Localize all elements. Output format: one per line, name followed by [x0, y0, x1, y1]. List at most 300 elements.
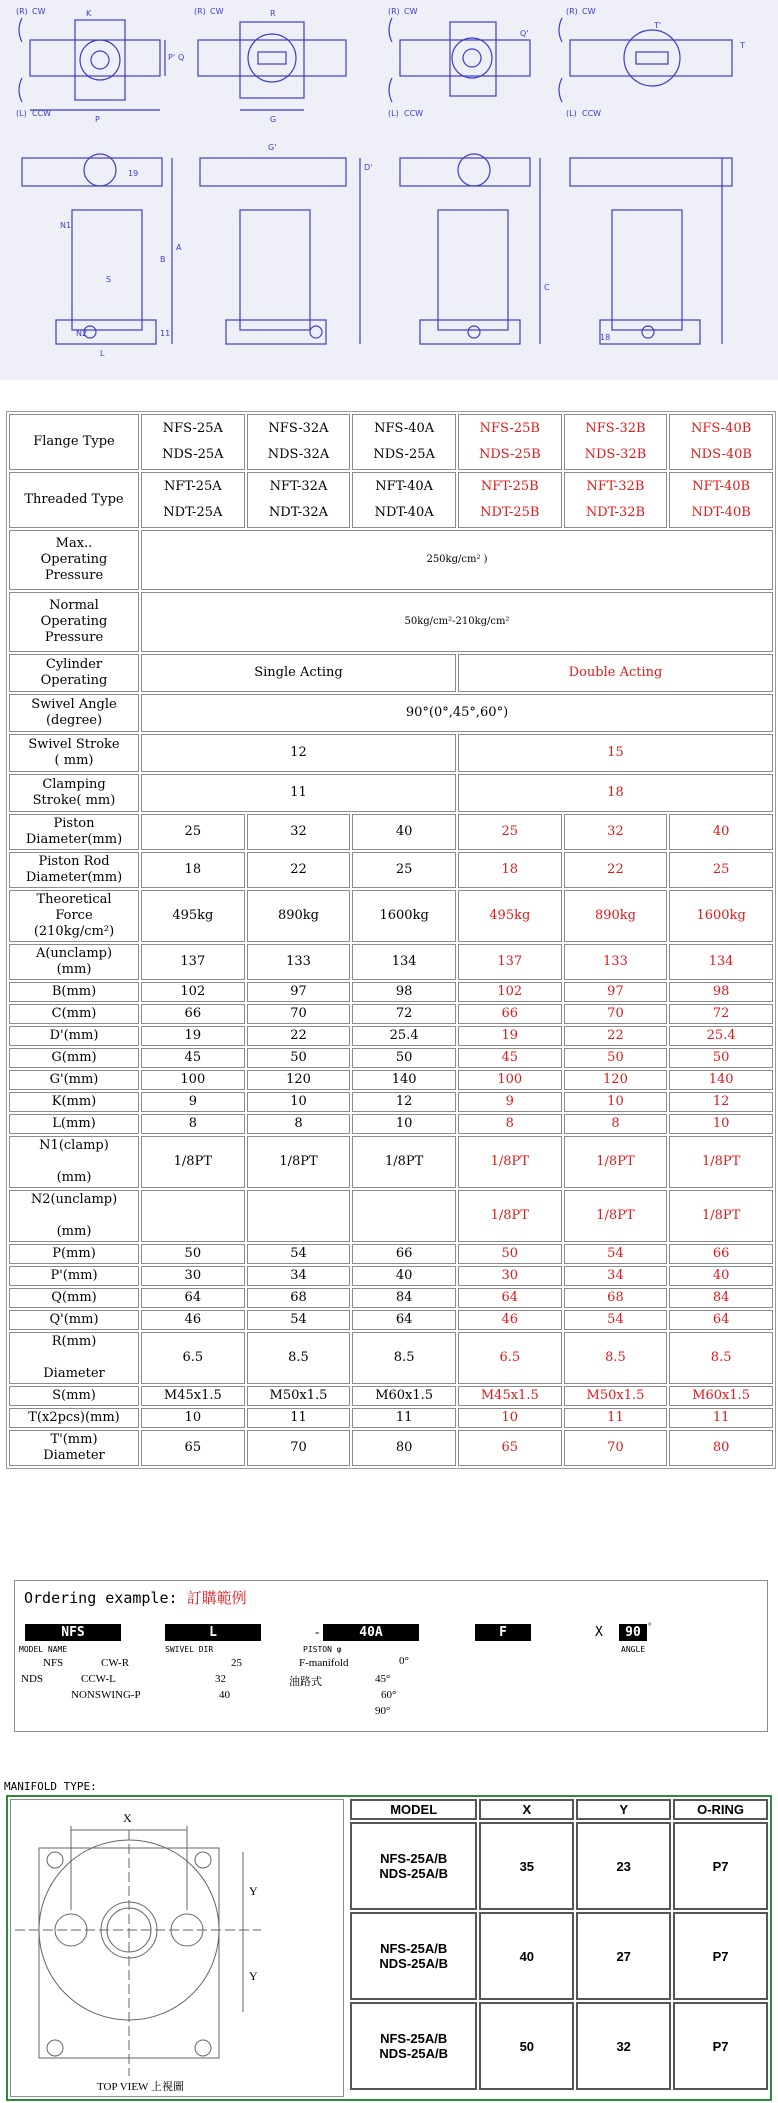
spec-value-cell: 890kg — [247, 890, 351, 942]
spec-value-cell: 133 — [247, 944, 351, 980]
spec-value-cell: 6.5 — [458, 1332, 562, 1384]
spec-value-cell: 64 — [458, 1288, 562, 1308]
spec-body — [9, 414, 773, 1466]
spec-value-cell: 68 — [564, 1288, 668, 1308]
dim-n1: N1 — [60, 221, 72, 230]
spec-value-cell: 70 — [247, 1430, 351, 1466]
spec-value-cell: 8 — [141, 1114, 245, 1134]
spec-value-cell: 6.5 — [141, 1332, 245, 1384]
manifold-model: NFS-25A/B NDS-25A/B — [350, 2002, 477, 2090]
threaded-type-row — [9, 472, 773, 528]
spec-value-cell: 65 — [141, 1430, 245, 1466]
spec-value-cell — [247, 1190, 351, 1242]
flange-cell: NFS-25A NDS-25A — [141, 414, 245, 470]
spec-value-cell: 10 — [564, 1092, 668, 1112]
manifold-block: F — [475, 1624, 531, 1641]
spec-value-cell: 9 — [141, 1092, 245, 1112]
opt-cw: CW-R — [101, 1657, 130, 1669]
spec-value-cell: 45 — [458, 1048, 562, 1068]
spec-row-label: C(mm) — [9, 1004, 139, 1024]
model-block: NFS — [25, 1624, 121, 1641]
rot-label-cw-3: CW — [404, 7, 418, 16]
spec-table — [7, 412, 775, 1468]
header-oring: O-RING — [673, 1799, 768, 1820]
spec-value-cell: 10 — [141, 1408, 245, 1428]
spec-value-cell: 10 — [352, 1114, 456, 1134]
spec-value-cell: 8.5 — [247, 1332, 351, 1384]
opt-90deg: 90° — [375, 1705, 391, 1717]
clamping-stroke-row — [9, 774, 773, 812]
top-view-caption: TOP VIEW 上視圖 — [97, 2081, 184, 2093]
manifold-table — [348, 1797, 770, 2092]
rot-label-r-4: (R) — [566, 7, 578, 16]
flange-type-row — [9, 414, 773, 470]
spec-value-cell: 12 — [352, 1092, 456, 1112]
dim-g: G — [270, 115, 277, 124]
dim-11: 11 — [160, 329, 171, 338]
spec-row-label: K(mm) — [9, 1092, 139, 1112]
threaded-cell: NFT-32A NDT-32A — [247, 472, 351, 528]
clamping-stroke-label: Clamping Stroke( mm) — [9, 774, 139, 812]
opt-nds: NDS — [21, 1673, 44, 1685]
spec-value-cell: 10 — [458, 1408, 562, 1428]
spec-value-cell: 10 — [247, 1092, 351, 1112]
spec-value-cell: 72 — [669, 1004, 773, 1024]
spec-value-cell: 40 — [669, 814, 773, 850]
spec-value-cell: 84 — [352, 1288, 456, 1308]
spec-value-cell: 45 — [141, 1048, 245, 1068]
spec-row-label: N2(unclamp) (mm) — [9, 1190, 139, 1242]
spec-value-cell: 98 — [669, 982, 773, 1002]
dim-g-prime: G' — [268, 143, 277, 152]
spec-value-cell: 65 — [458, 1430, 562, 1466]
flange-type-label: Flange Type — [9, 414, 139, 470]
spec-value-cell: 68 — [247, 1288, 351, 1308]
manifold-drawing — [10, 1799, 344, 2097]
spec-row-label: G(mm) — [9, 1048, 139, 1068]
clamping-stroke-single: 11 — [141, 774, 456, 812]
spec-row — [9, 1092, 773, 1112]
manifold-y: 32 — [576, 2002, 671, 2090]
spec-value-cell: 80 — [352, 1430, 456, 1466]
spec-value-cell: 54 — [247, 1244, 351, 1264]
spec-value-cell: 70 — [247, 1004, 351, 1024]
normal-pressure-label: Normal Operating Pressure — [9, 592, 139, 652]
spec-row — [9, 1430, 773, 1466]
header-y: Y — [576, 1799, 671, 1820]
spec-row-label: Piston Diameter(mm) — [9, 814, 139, 850]
spec-row — [9, 1048, 773, 1068]
dim-b: B — [160, 255, 166, 264]
opt-40: 40 — [219, 1689, 230, 1701]
ordering-title: Ordering example: 訂購範例 — [24, 1589, 247, 1607]
rot-label-cw-4: CW — [582, 7, 596, 16]
spec-value-cell: 890kg — [564, 890, 668, 942]
spec-value-cell: 1/8PT — [247, 1136, 351, 1188]
spec-value-cell: 11 — [564, 1408, 668, 1428]
dim-n2: N2 — [76, 329, 88, 338]
swivel-stroke-row — [9, 734, 773, 772]
rot-label-l: (L) — [16, 109, 27, 118]
angle-degree: ° — [648, 1621, 652, 1631]
spec-value-cell: 22 — [247, 852, 351, 888]
spec-row — [9, 1026, 773, 1046]
spec-value-cell: 18 — [141, 852, 245, 888]
spec-value-cell: 1600kg — [669, 890, 773, 942]
spec-value-cell: 40 — [669, 1266, 773, 1286]
piston-block: 40A — [323, 1624, 419, 1641]
manifold-oring: P7 — [673, 2002, 768, 2090]
rot-label-ccw-3: CCW — [404, 109, 424, 118]
spec-value-cell: 98 — [352, 982, 456, 1002]
spec-value-cell: 66 — [669, 1244, 773, 1264]
opt-25: 25 — [231, 1657, 242, 1669]
spec-value-cell: 66 — [141, 1004, 245, 1024]
header-model: MODEL — [350, 1799, 477, 1820]
ordering-example — [14, 1580, 768, 1732]
opt-45deg: 45° — [375, 1673, 391, 1685]
opt-nfs: NFS — [43, 1657, 64, 1669]
manifold-x: 40 — [479, 1912, 574, 2000]
spec-value-cell: 11 — [247, 1408, 351, 1428]
normal-pressure-value: 50kg/cm²-210kg/cm² — [141, 592, 773, 652]
dim-q: Q — [178, 53, 185, 62]
flange-cell: NFS-25B NDS-25B — [458, 414, 562, 470]
spec-value-cell: 25.4 — [352, 1026, 456, 1046]
spec-value-cell: 102 — [458, 982, 562, 1002]
max-pressure-label: Max.. Operating Pressure — [9, 530, 139, 590]
spec-row — [9, 1408, 773, 1428]
spec-value-cell: 137 — [141, 944, 245, 980]
manifold-type-label: MANIFOLD TYPE: — [4, 1780, 97, 1793]
spec-value-cell: 137 — [458, 944, 562, 980]
opt-0deg: 0° — [399, 1655, 409, 1667]
spec-row — [9, 1004, 773, 1024]
spec-value-cell: 34 — [247, 1266, 351, 1286]
manifold-top-view — [11, 1800, 341, 2094]
opt-oil-route: 油路式 — [289, 1676, 322, 1688]
spec-row — [9, 1310, 773, 1330]
spec-value-cell: 50 — [458, 1244, 562, 1264]
spec-value-cell: 25 — [141, 814, 245, 850]
spec-value-cell: 495kg — [458, 890, 562, 942]
spec-value-cell: 32 — [564, 814, 668, 850]
manifold-y-dim: Y — [249, 1884, 258, 1898]
spec-row — [9, 814, 773, 850]
spec-value-cell: 8 — [564, 1114, 668, 1134]
spec-value-cell: 64 — [352, 1310, 456, 1330]
rot-label-r-3: (R) — [388, 7, 400, 16]
spec-value-cell: 8.5 — [669, 1332, 773, 1384]
caption-model: MODEL NAME — [19, 1645, 68, 1654]
spec-value-cell: M60x1.5 — [669, 1386, 773, 1406]
threaded-cell: NFT-25B NDT-25B — [458, 472, 562, 528]
spec-value-cell: 25 — [458, 814, 562, 850]
spec-value-cell: 22 — [564, 1026, 668, 1046]
spec-value-cell: 1/8PT — [564, 1190, 668, 1242]
spec-value-cell: 32 — [247, 814, 351, 850]
caption-piston: PISTON φ — [303, 1645, 342, 1654]
double-acting: Double Acting — [458, 654, 773, 692]
spec-row-label: L(mm) — [9, 1114, 139, 1134]
dim-q-prime: Q' — [520, 29, 529, 38]
spec-row — [9, 1288, 773, 1308]
spec-table-container — [6, 411, 776, 1469]
swivel-stroke-label: Swivel Stroke ( mm) — [9, 734, 139, 772]
spec-row — [9, 1386, 773, 1406]
spec-value-cell: 70 — [564, 1004, 668, 1024]
manifold-y: 27 — [576, 1912, 671, 2000]
manifold-y: 23 — [576, 1822, 671, 1910]
spec-value-cell: 50 — [247, 1048, 351, 1068]
cylinder-row — [9, 654, 773, 692]
manifold-oring: P7 — [673, 1912, 768, 2000]
clamp-cylinder-drawings — [0, 0, 778, 380]
manifold-row — [350, 1822, 768, 1910]
manifold-model: NFS-25A/B NDS-25A/B — [350, 1912, 477, 2000]
manifold-x-dim: X — [123, 1811, 132, 1825]
spec-row — [9, 852, 773, 888]
spec-value-cell: 66 — [458, 1004, 562, 1024]
spec-row-label: S(mm) — [9, 1386, 139, 1406]
spec-row — [9, 1070, 773, 1090]
manifold-row — [350, 2002, 768, 2090]
spec-value-cell: 1/8PT — [669, 1136, 773, 1188]
dash: - — [315, 1624, 320, 1639]
spec-value-cell: 12 — [669, 1092, 773, 1112]
rot-label-cw-2: CW — [210, 7, 224, 16]
spec-row-label: R(mm) Diameter — [9, 1332, 139, 1384]
spec-value-cell: 120 — [247, 1070, 351, 1090]
spec-value-cell: 11 — [669, 1408, 773, 1428]
dim-19: 19 — [128, 169, 139, 178]
rot-label-r: (R) — [16, 7, 28, 16]
threaded-cell: NFT-32B NDT-32B — [564, 472, 668, 528]
spec-value-cell: 8 — [247, 1114, 351, 1134]
spec-value-cell: 19 — [141, 1026, 245, 1046]
technical-drawings — [0, 0, 778, 380]
spec-value-cell: 64 — [669, 1310, 773, 1330]
dim-p: P — [95, 115, 100, 124]
opt-nonswing: NONSWING-P — [71, 1689, 141, 1701]
opt-f-manifold: F-manifold — [299, 1657, 349, 1669]
dim-t: T — [740, 41, 745, 50]
spec-value-cell: 97 — [564, 982, 668, 1002]
spec-value-cell: 140 — [669, 1070, 773, 1090]
dim-d-prime: D' — [364, 163, 373, 172]
swivel-angle-value: 90°(0°,45°,60°) — [141, 694, 773, 732]
dim-r: R — [270, 9, 276, 18]
spec-value-cell: 9 — [458, 1092, 562, 1112]
dim-p-prime: P' — [168, 53, 176, 62]
flange-cell: NFS-40B NDS-40B — [669, 414, 773, 470]
spec-value-cell: 70 — [564, 1430, 668, 1466]
opt-ccw: CCW-L — [81, 1673, 116, 1685]
dim-a: A — [176, 243, 182, 252]
spec-value-cell: 97 — [247, 982, 351, 1002]
spec-value-cell: 50 — [564, 1048, 668, 1068]
threaded-cell: NFT-40B NDT-40B — [669, 472, 773, 528]
spec-value-cell: 46 — [141, 1310, 245, 1330]
cylinder-label: Cylinder Operating — [9, 654, 139, 692]
angle-block: 90 — [619, 1624, 647, 1641]
spec-value-cell: 495kg — [141, 890, 245, 942]
spec-row — [9, 1190, 773, 1242]
spec-row-label: Piston Rod Diameter(mm) — [9, 852, 139, 888]
spec-value-cell: 1/8PT — [458, 1136, 562, 1188]
spec-value-cell: 80 — [669, 1430, 773, 1466]
swivel-angle-label: Swivel Angle (degree) — [9, 694, 139, 732]
caption-swivel: SWIVEL DIR — [165, 1645, 214, 1654]
spec-value-cell: 1/8PT — [458, 1190, 562, 1242]
spec-row — [9, 1266, 773, 1286]
dim-s: S — [106, 275, 112, 284]
spec-value-cell — [352, 1190, 456, 1242]
flange-cell: NFS-40A NDS-25A — [352, 414, 456, 470]
spec-value-cell: 25.4 — [669, 1026, 773, 1046]
spec-row-label: G'(mm) — [9, 1070, 139, 1090]
spec-value-cell: 18 — [458, 852, 562, 888]
spec-row-label: Q(mm) — [9, 1288, 139, 1308]
manifold-box — [6, 1795, 772, 2101]
dim-t-prime: T' — [654, 21, 662, 30]
manifold-row — [350, 1912, 768, 2000]
spec-value-cell: 1/8PT — [141, 1136, 245, 1188]
spec-row — [9, 890, 773, 942]
spec-value-cell: 1/8PT — [352, 1136, 456, 1188]
rot-label-ccw: CCW — [32, 109, 52, 118]
spec-value-cell: 22 — [247, 1026, 351, 1046]
spec-value-cell: 1/8PT — [669, 1190, 773, 1242]
spec-row-label: P'(mm) — [9, 1266, 139, 1286]
spec-row-label: A(unclamp) (mm) — [9, 944, 139, 980]
spec-value-cell: 54 — [247, 1310, 351, 1330]
threaded-type-label: Threaded Type — [9, 472, 139, 528]
spec-value-cell: 11 — [352, 1408, 456, 1428]
spec-value-cell: 1600kg — [352, 890, 456, 942]
swivel-stroke-double: 15 — [458, 734, 773, 772]
spec-value-cell: M45x1.5 — [458, 1386, 562, 1406]
spec-row-label: T'(mm) Diameter — [9, 1430, 139, 1466]
normal-pressure-row — [9, 592, 773, 652]
spec-value-cell: 50 — [141, 1244, 245, 1264]
spec-value-cell: 100 — [458, 1070, 562, 1090]
spec-value-cell: 72 — [352, 1004, 456, 1024]
dim-l: L — [100, 349, 105, 358]
x-mark: X — [595, 1625, 603, 1640]
dim-k: K — [86, 9, 92, 18]
spec-value-cell: 22 — [564, 852, 668, 888]
spec-row-label: B(mm) — [9, 982, 139, 1002]
spec-row — [9, 1332, 773, 1384]
spec-value-cell: 66 — [352, 1244, 456, 1264]
max-pressure-value: 250kg/cm² ) — [141, 530, 773, 590]
spec-value-cell: M45x1.5 — [141, 1386, 245, 1406]
rot-label-l-3: (L) — [388, 109, 399, 118]
spec-value-cell: 134 — [669, 944, 773, 980]
manifold-model: NFS-25A/B NDS-25A/B — [350, 1822, 477, 1910]
spec-value-cell: 134 — [352, 944, 456, 980]
spec-row — [9, 944, 773, 980]
spec-value-cell: 54 — [564, 1244, 668, 1264]
clamping-stroke-double: 18 — [458, 774, 773, 812]
opt-32: 32 — [215, 1673, 226, 1685]
spec-value-cell: 8 — [458, 1114, 562, 1134]
dim-c: C — [544, 283, 550, 292]
spec-value-cell: 50 — [669, 1048, 773, 1068]
rot-label-cw: CW — [32, 7, 46, 16]
spec-value-cell: 10 — [669, 1114, 773, 1134]
spec-value-cell: M50x1.5 — [247, 1386, 351, 1406]
spec-value-cell: 19 — [458, 1026, 562, 1046]
spec-value-cell: 25 — [669, 852, 773, 888]
spec-row — [9, 1244, 773, 1264]
spec-row-label: D'(mm) — [9, 1026, 139, 1046]
dim-18: 18 — [600, 333, 611, 342]
spec-value-cell: 40 — [352, 814, 456, 850]
header-x: X — [479, 1799, 574, 1820]
spec-value-cell: 40 — [352, 1266, 456, 1286]
spec-value-cell: 64 — [141, 1288, 245, 1308]
spec-value-cell: 140 — [352, 1070, 456, 1090]
caption-angle: ANGLE — [621, 1645, 646, 1654]
flange-cell: NFS-32B NDS-32B — [564, 414, 668, 470]
spec-value-cell: 46 — [458, 1310, 562, 1330]
spec-value-cell: 133 — [564, 944, 668, 980]
threaded-cell: NFT-40A NDT-40A — [352, 472, 456, 528]
spec-value-cell: 100 — [141, 1070, 245, 1090]
spec-value-cell: 84 — [669, 1288, 773, 1308]
spec-value-cell: M60x1.5 — [352, 1386, 456, 1406]
spec-row-label: P(mm) — [9, 1244, 139, 1264]
manifold-x: 50 — [479, 2002, 574, 2090]
swivel-angle-row — [9, 694, 773, 732]
flange-cell: NFS-32A NDS-32A — [247, 414, 351, 470]
spec-value-cell: 50 — [352, 1048, 456, 1068]
single-acting: Single Acting — [141, 654, 456, 692]
spec-value-cell: 30 — [458, 1266, 562, 1286]
spec-value-cell: 8.5 — [564, 1332, 668, 1384]
threaded-cell: NFT-25A NDT-25A — [141, 472, 245, 528]
spec-row-label: Theoretical Force (210kg/cm²) — [9, 890, 139, 942]
rot-label-ccw-4: CCW — [582, 109, 602, 118]
spec-value-cell: 8.5 — [352, 1332, 456, 1384]
swivel-stroke-single: 12 — [141, 734, 456, 772]
spec-value-cell: 120 — [564, 1070, 668, 1090]
rot-label-l-4: (L) — [566, 109, 577, 118]
spec-row-label: T(x2pcs)(mm) — [9, 1408, 139, 1428]
manifold-oring: P7 — [673, 1822, 768, 1910]
swivel-block: L — [165, 1624, 261, 1641]
spec-row — [9, 1114, 773, 1134]
spec-value-cell: 54 — [564, 1310, 668, 1330]
manifold-x: 35 — [479, 1822, 574, 1910]
spec-value-cell: 25 — [352, 852, 456, 888]
spec-row-label: Q'(mm) — [9, 1310, 139, 1330]
spec-value-cell — [141, 1190, 245, 1242]
spec-row — [9, 1136, 773, 1188]
spec-value-cell: 1/8PT — [564, 1136, 668, 1188]
spec-row — [9, 982, 773, 1002]
max-pressure-row — [9, 530, 773, 590]
spec-value-cell: 102 — [141, 982, 245, 1002]
spec-value-cell: 34 — [564, 1266, 668, 1286]
spec-value-cell: M50x1.5 — [564, 1386, 668, 1406]
spec-row-label: N1(clamp) (mm) — [9, 1136, 139, 1188]
manifold-header-row — [350, 1799, 768, 1820]
opt-60deg: 60° — [381, 1689, 397, 1701]
spec-value-cell: 30 — [141, 1266, 245, 1286]
